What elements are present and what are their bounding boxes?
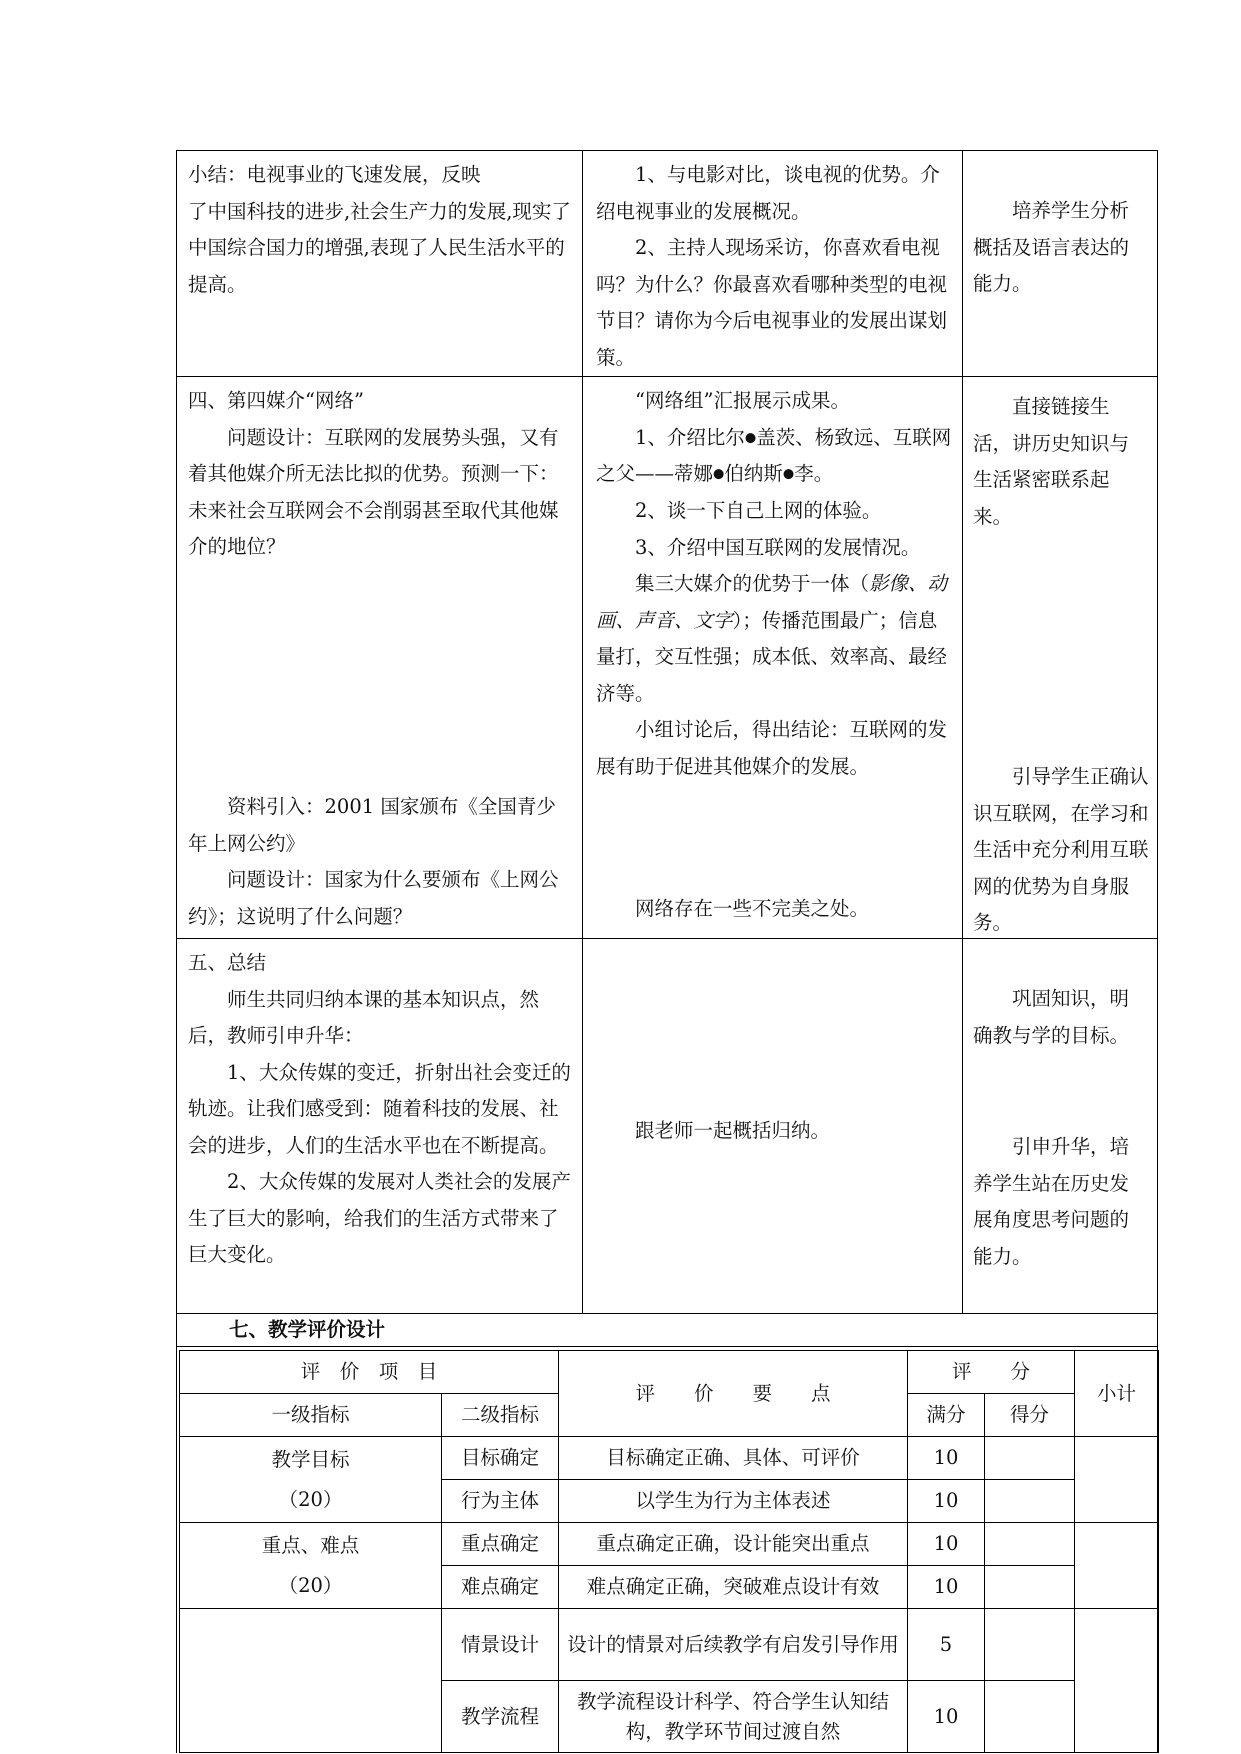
eval-point: 教学流程设计科学、符合学生认知结构，教学环节间过渡自然 xyxy=(559,1681,908,1753)
level2-indicator: 行为主体 xyxy=(442,1480,559,1523)
level1-indicator xyxy=(180,1437,442,1523)
indicator-weight: （20） xyxy=(278,1487,343,1511)
text-part: 李。 xyxy=(794,462,834,486)
intent-text-2: 引申升华，培养学生站在历史发展角度思考问题的能力。 xyxy=(973,1135,1130,1268)
text-part: 伯纳斯 xyxy=(724,462,783,486)
full-score: 10 xyxy=(908,1523,985,1566)
report-line: “网络组”汇报展示成果。 xyxy=(635,389,850,412)
table-row xyxy=(180,1609,1159,1681)
intent-text-1: 巩固知识，明确教与学的目标。 xyxy=(973,987,1130,1047)
student-activity-cell xyxy=(583,151,963,377)
header-level1: 一级指标 xyxy=(180,1394,442,1437)
indicator-name: 教学目标 xyxy=(271,1447,350,1471)
got-score-cell[interactable] xyxy=(985,1480,1075,1523)
header-eval-item: 评 价 项 目 xyxy=(180,1351,559,1394)
level2-indicator: 重点确定 xyxy=(442,1523,559,1566)
student-activity-cell xyxy=(583,377,963,939)
table-row xyxy=(177,377,1158,939)
subtotal-cell[interactable] xyxy=(1075,1523,1159,1609)
full-score: 5 xyxy=(908,1609,985,1681)
got-score-cell[interactable] xyxy=(985,1609,1075,1681)
section-heading: 七、教学评价设计 xyxy=(177,1314,1158,1347)
summary-text: 了中国科技的进步,社会生产力的发展,现实了中国综合国力的增强,表现了人民生活水平的提高。 xyxy=(188,199,571,296)
eval-point: 重点确定正确，设计能突出重点 xyxy=(559,1523,908,1566)
summary-point-1: 1、大众传媒的变迁，折射出社会变迁的轨迹。让我们感受到：随着科技的发展、社会的进步，人们的生活水平也在不断提高。 xyxy=(188,1060,571,1157)
indicator-name: 重点、难点 xyxy=(261,1533,360,1557)
question-design: 问题设计：互联网的发展势头强，又有着其他媒介所无法比拟的优势。预测一下：未来社会互联网会不会削弱甚至取代其他媒介的地位？ xyxy=(188,425,559,558)
teacher-activity-cell xyxy=(177,151,583,377)
header-score: 评 分 xyxy=(908,1351,1075,1394)
question-design-2: 问题设计：国家为什么要颁布《上网公约》；这说明了什么问题？ xyxy=(188,868,559,928)
eval-point: 以学生为行为主体表述 xyxy=(559,1480,908,1523)
bullet-dot: ● xyxy=(744,429,757,445)
header-got-score: 得分 xyxy=(985,1394,1075,1437)
indicator-weight: （20） xyxy=(278,1573,343,1597)
teacher-activity-cell xyxy=(177,939,583,1314)
introduce-people xyxy=(596,420,952,494)
table-row xyxy=(180,1523,1159,1566)
evaluation-wrapper xyxy=(176,1347,1158,1753)
design-intent-cell xyxy=(963,151,1158,377)
advantage-text xyxy=(596,566,952,712)
student-activity-cell xyxy=(583,939,963,1314)
text-part: 集三大媒介的优势于一体（ xyxy=(635,572,870,595)
eval-point: 难点确定正确，突破难点设计有效 xyxy=(559,1566,908,1609)
got-score-cell[interactable] xyxy=(985,1523,1075,1566)
summary-intro: 师生共同归纳本课的基本知识点，然后，教师引申升华： xyxy=(188,987,540,1047)
evaluation-table xyxy=(179,1350,1159,1753)
header-eval-points: 评 价 要 点 xyxy=(559,1351,908,1437)
header-full-score: 满分 xyxy=(908,1394,985,1437)
design-intent-cell xyxy=(963,939,1158,1314)
level1-indicator xyxy=(180,1523,442,1609)
table-row xyxy=(177,939,1158,1314)
china-internet-line: 3、介绍中国互联网的发展情况。 xyxy=(635,535,921,559)
bullet-dot: ● xyxy=(713,466,725,482)
table-row xyxy=(180,1437,1159,1480)
level2-indicator: 情景设计 xyxy=(442,1609,559,1681)
design-intent-cell xyxy=(963,377,1158,939)
intent-text-1: 直接链接生活，讲历史知识与生活紧密联系起来。 xyxy=(973,395,1130,528)
table-row xyxy=(180,1351,1159,1394)
level1-indicator xyxy=(180,1609,442,1753)
eval-point: 设计的情景对后续教学有启发引导作用 xyxy=(559,1609,908,1681)
got-score-cell[interactable] xyxy=(985,1437,1075,1480)
italic-media-list: 影像、动画、声音、文字 xyxy=(596,572,948,632)
level2-indicator: 难点确定 xyxy=(442,1566,559,1609)
full-score: 10 xyxy=(908,1566,985,1609)
summary-point-2: 2、大众传媒的发展对人类社会的发展产生了巨大的影响，给我们的生活方式带来了巨大变化。 xyxy=(188,1170,571,1266)
intent-text: 培养学生分析概括及语言表达的能力。 xyxy=(973,199,1130,295)
section-title: 四、第四媒介“网络” xyxy=(188,389,364,412)
level2-indicator: 教学流程 xyxy=(442,1681,559,1753)
section-heading-row xyxy=(177,1314,1158,1347)
imperfection-line: 网络存在一些不完美之处。 xyxy=(635,897,870,920)
intent-text-2: 引导学生正确认识互联网，在学习和生活中充分利用互联网的优势为自身服务。 xyxy=(973,765,1149,934)
full-score: 10 xyxy=(908,1480,985,1523)
table-row xyxy=(177,151,1158,377)
bullet-dot: ● xyxy=(782,466,795,482)
teacher-activity-cell xyxy=(177,377,583,939)
subtotal-cell[interactable] xyxy=(1075,1609,1159,1753)
activity-1: 1、与电影对比，谈电视的优势。介绍电视事业的发展概况。 xyxy=(596,163,940,223)
text-part: 1、介绍比尔 xyxy=(635,425,745,449)
lesson-plan-table xyxy=(176,150,1158,1347)
eval-point: 目标确定正确、具体、可评价 xyxy=(559,1437,908,1480)
summary-title: 小结：电视事业的飞速发展，反映 xyxy=(188,163,481,186)
level2-indicator: 目标确定 xyxy=(442,1437,559,1480)
activity-2: 2、主持人现场采访，你喜欢看电视吗？为什么？你最喜欢看哪种类型的电视节目？请你为今后电视事业的发展出谋划策。 xyxy=(596,236,948,369)
header-level2: 二级指标 xyxy=(442,1394,559,1437)
student-summary: 跟老师一起概括归纳。 xyxy=(635,1119,831,1142)
subtotal-cell[interactable] xyxy=(1075,1437,1159,1523)
full-score: 10 xyxy=(908,1681,985,1753)
material-intro: 资料引入：2001 国家颁布《全国青少年上网公约》 xyxy=(188,795,556,855)
section-title: 五、总结 xyxy=(188,951,267,974)
header-subtotal: 小计 xyxy=(1075,1351,1159,1437)
discussion-conclusion: 小组讨论后，得出结论：互联网的发展有助于促进其他媒介的发展。 xyxy=(596,718,948,778)
text-part: 盖茨、杨致远、互联网之父——蒂娜 xyxy=(596,425,952,486)
got-score-cell[interactable] xyxy=(985,1566,1075,1609)
experience-line: 2、谈一下自己上网的体验。 xyxy=(635,499,882,522)
document-page xyxy=(176,150,1158,1753)
text-part: ）；传播范围最广；信息量打，交互性强；成本低、效率高、最经济等。 xyxy=(596,608,948,705)
full-score: 10 xyxy=(908,1437,985,1480)
got-score-cell[interactable] xyxy=(985,1681,1075,1753)
